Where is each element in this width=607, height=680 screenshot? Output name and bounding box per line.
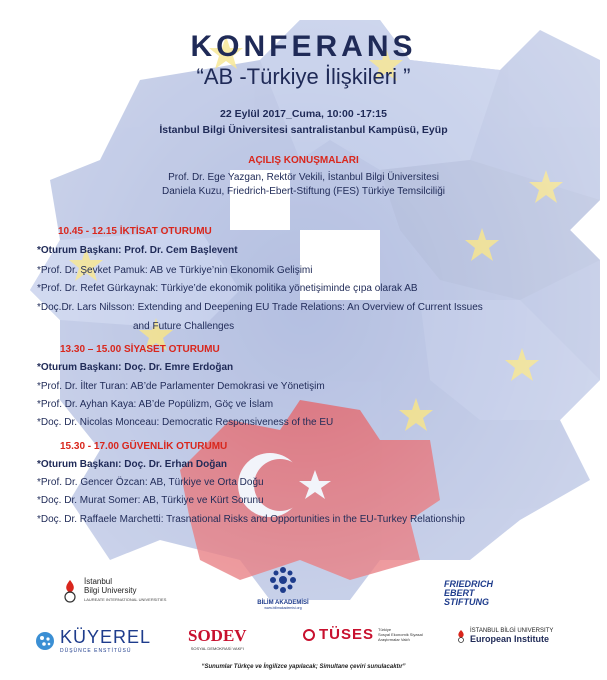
event-date: 22 Eylül 2017_Cuma, 10:00 -17:15	[220, 108, 387, 120]
list-item: *Prof. Dr. Şevket Pamuk: AB ve Türkiye’nin Ekonomik Gelişimi	[37, 265, 313, 276]
kuyerel-globe-icon	[34, 630, 56, 652]
opening-speaker-2: Daniela Kuzu, Friedrich-Ebert-Stiftung (FES) Türkiye Temsilciliği	[161, 186, 446, 197]
bilgi-line-1: İstanbul	[84, 577, 113, 586]
list-item-continuation: and Future Challenges	[133, 321, 235, 332]
page-subtitle: “AB -Türkiye İlişkileri ”	[196, 64, 411, 89]
session-chair: *Oturum Başkanı: Prof. Dr. Cem Başlevent	[37, 245, 238, 256]
sodev-logo	[188, 626, 247, 651]
tuses-circle-icon	[303, 629, 315, 641]
session-title-politics: 13.30 – 15.00 SİYASET OTURUMU	[60, 344, 220, 355]
tuses-sub-3: Araştırmalar Vakfı	[378, 637, 410, 642]
list-item: *Prof. Dr. Refet Gürkaynak: Türkiye’de ekonomik politika yönetişiminde çıpa olarak AB	[37, 283, 418, 294]
bilim-url: www.bilimakademisi.org	[264, 606, 302, 610]
bilgi-line-3: LAUREATE INTERNATIONAL UNIVERSITIES	[84, 597, 167, 602]
tuses-logo	[303, 626, 423, 643]
tuses-name: TÜSES	[319, 626, 375, 643]
fes-logo	[444, 580, 493, 607]
fes-line-1: FRIEDRICH	[444, 579, 493, 589]
tuses-sub-2: Sosyal Ekonomik Siyasal	[378, 632, 423, 637]
bilgi-line-2: Bilgi University	[84, 586, 137, 595]
sodev-name: SODEV	[188, 626, 247, 645]
session-chair: *Oturum Başkanı: Doç. Dr. Emre Erdoğan	[37, 362, 234, 373]
list-item: *Prof. Dr. İlter Turan: AB’de Parlamenter Demokrasi ve Yönetişim	[37, 381, 325, 392]
opening-speaker-1: Prof. Dr. Ege Yazgan, Rektör Vekili, İstanbul Bilgi Üniversitesi	[168, 172, 439, 183]
session-chair: *Oturum Başkanı: Doç. Dr. Erhan Doğan	[37, 459, 228, 470]
sodev-sub: SOSYAL DEMOKRASİ VAKFI	[190, 646, 244, 651]
bilgi-flame-icon	[62, 579, 78, 603]
bilgi-eu-line-2: European Institute	[470, 634, 550, 644]
session-title-economics: 10.45 - 12.15 İKTİSAT OTURUMU	[58, 226, 212, 237]
tuses-sub-1: Türkiye	[378, 627, 392, 632]
bilim-star-icon	[268, 565, 298, 595]
list-item: *Doç.Dr. Lars Nilsson: Extending and Deepening EU Trade Relations: An Overview of Current Issues	[37, 302, 483, 313]
fes-line-2: EBERT	[444, 588, 475, 598]
list-item: *Prof. Dr. Ayhan Kaya: AB’de Popülizm, Göç ve İslam	[37, 399, 274, 410]
bilgi-university-logo	[62, 577, 166, 604]
event-venue: İstanbul Bilgi Üniversitesi santralistanbul Kampüsü, Eyüp	[159, 124, 448, 136]
kuyerel-name: KÜYEREL	[60, 627, 152, 647]
bilim-akademisi-logo	[253, 565, 313, 610]
session-title-security: 15.30 - 17.00 GÜVENLİK OTURUMU	[60, 441, 228, 452]
bilgi-eu-flame-icon	[456, 629, 466, 643]
fes-line-3: STIFTUNG	[444, 597, 489, 607]
list-item: *Doç. Dr. Murat Somer: AB, Türkiye ve Kürt Sorunu	[37, 495, 264, 506]
page-title: KONFERANS	[190, 30, 417, 63]
footer-note: “Sunumlar Türkçe ve İngilizce yapılacak; Simultane çeviri sunulacaktır”	[201, 664, 406, 670]
kuyerel-logo	[34, 627, 151, 654]
bilim-name: BİLİM AKADEMİSİ	[257, 600, 309, 606]
list-item: *Doç. Dr. Raffaele Marchetti: Trasnational Risks and Opportunities in the EU-Turkey Relationship	[37, 514, 465, 525]
list-item: *Prof. Dr. Gencer Özcan: AB, Türkiye ve Orta Doğu	[37, 477, 264, 488]
bilgi-european-institute-logo	[456, 628, 553, 644]
list-item: *Doç. Dr. Nicolas Monceau: Democratic Responsiveness of the EU	[37, 417, 334, 428]
bilgi-eu-line-1: İSTANBUL BİLGİ UNIVERSITY	[470, 628, 554, 634]
opening-title: AÇILIŞ KONUŞMALARI	[248, 155, 359, 166]
kuyerel-sub: DÜŞÜNCE ENSTİTÜSÜ	[60, 648, 132, 654]
